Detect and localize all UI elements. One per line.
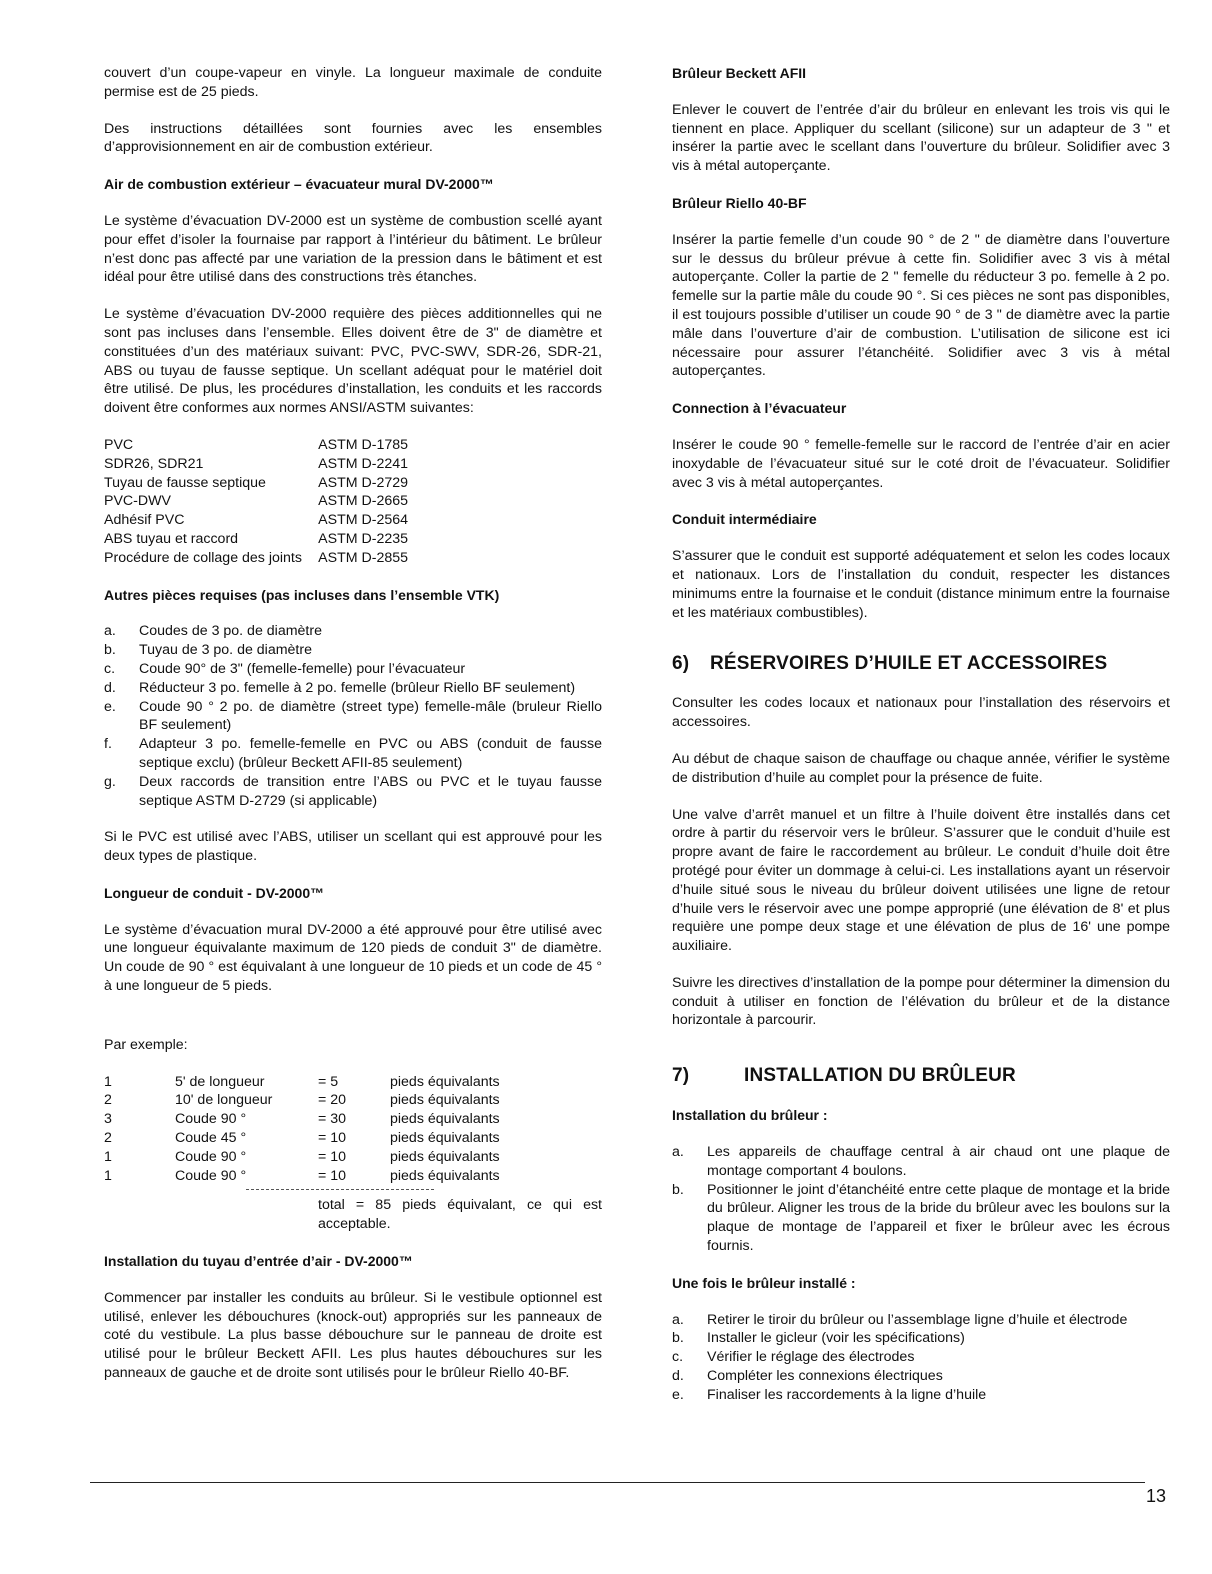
paragraph: Suivre les directives d’installation de la pompe pour déterminer la dimension du conduit à utiliser en fonction de l’élévation du brûleur et de la distance horizontale à parcourir. [672, 974, 1170, 1029]
section-heading: Connection à l’évacuateur [672, 400, 847, 417]
example-label: Par exemple: [104, 1036, 188, 1053]
list-item: b. Positionner le joint d’étanchéité entre cette plaque de montage et la bride du brûleur. Aligner les trous de la bride du brûleur avec les boulons sur la plaque de montage de l’appareil et fixer le brûleur avec les écrous fournis. [672, 1181, 1170, 1255]
example-row: 3 Coude 90 ° = 30 pieds équivalants [104, 1111, 500, 1128]
example-row: 1 5' de longueur = 5 pieds équivalants [104, 1073, 500, 1090]
list-item: b. Tuyau de 3 po. de diamètre [104, 642, 312, 659]
page-number: 13 [1146, 1486, 1167, 1506]
parts-list [104, 622, 602, 810]
list-item: c. Vérifier le réglage des électrodes [672, 1349, 915, 1366]
left-column [104, 64, 602, 1401]
list-item: g. Deux raccords de transition entre l’ABS ou PVC et le tuyau fausse septique ASTM D-2729 (si applicable) [104, 773, 602, 809]
section-heading: Installation du brûleur : [672, 1107, 828, 1124]
install-list [672, 1143, 1170, 1256]
paragraph: Des instructions détaillées sont fournies avec les ensembles d’approvisionnement en air de combustion extérieur. [104, 120, 602, 156]
after-install-list [672, 1311, 1170, 1405]
paragraph: Enlever le couvert de l’entrée d’air du brûleur en enlevant les trois vis qui le tiennent en place. Appliquer du scellant (silicone) sur un adapteur de 3 " et insérer la partie avec le scellant dans l’ouverture du brûleur. Solidifier avec 3 vis à métal autoperçante. [672, 101, 1170, 175]
paragraph: Une valve d’arrêt manuel et un filtre à l’huile doivent être installés dans cet ordre à partir du réservoir vers le brûleur. S’assurer que le conduit d’huile est propre avant de faire le raccordement au brûleur. Le conduit d’huile doit être protégé pour éviter un dommage à celui-ci. Les installations ayant un réservoir d’huile situé sous le niveau du brûleur doivent utilisées une ligne de retour d’huile vers le réservoir avec une pompe approprié (une élévation de 8' et plus requière une pompe deux stage et une élévation de plus de 16' une pompe auxiliaire. [672, 806, 1170, 955]
right-column [672, 64, 1170, 1423]
list-item: d. Réducteur 3 po. femelle à 2 po. femelle (brûleur Riello BF seulement) [104, 679, 576, 696]
standards-row: Tuyau de fausse septique ASTM D-2729 [104, 474, 409, 491]
paragraph: Le système d’évacuation mural DV-2000 a été approuvé pour être utilisé avec une longueur équivalante maximum de 120 pieds de conduit 3" de diamètre. Un coude de 90 ° est équivalant à une longueur de 10 pieds et un code de 45 ° à une longueur de 5 pieds. [104, 921, 602, 995]
standards-table [104, 436, 602, 568]
example-row: 2 10' de longueur = 20 pieds équivalants [104, 1092, 500, 1109]
paragraph: Commencer par installer les conduits au brûleur. Si le vestibule optionnel est utilisé, enlever les débouchures (knock-out) appropriés sur les panneaux de coté du vestibule. La plus basse débouchure sur le panneau de droite est utilisé pour le brûleur Beckett AFII. Les plus hautes débouchures sur les panneaux de gauche et de droite sont utilisés pour le brûleur Riello 40-BF. [104, 1289, 602, 1382]
chapter-heading-6: 6) RÉSERVOIRES D’HUILE ET ACCESSOIRES [672, 653, 1108, 675]
list-item: a. Retirer le tiroir du brûleur ou l’assemblage ligne d’huile et électrode [672, 1311, 1128, 1328]
section-heading: Installation du tuyau d’entrée d’air - DV-2000™ [104, 1253, 413, 1270]
section-heading: Conduit intermédiaire [672, 511, 817, 528]
paragraph: Insérer le coude 90 ° femelle-femelle sur le raccord de l’entrée d’air en acier inoxydable de l’évacuateur situé sur le coté droit de l’évacuateur. Solidifier avec 3 vis à métal autoperçantes. [672, 436, 1170, 491]
standards-row: SDR26, SDR21 ASTM D-2241 [104, 455, 409, 472]
standards-row: Procédure de collage des joints ASTM D-2855 [104, 549, 409, 566]
paragraph: Le système d’évacuation DV-2000 requière des pièces additionnelles qui ne sont pas incluses dans l’ensemble. Elles doivent être de 3" de diamètre et constituées d’un des matériaux suivant: PVC, PVC-SWV, SDR-26, SDR-21, ABS ou tuyau de fausse septique. Un scellant adéquat pour le matériel doit être utilisé. De plus, les procédures d’installation, les conduits et les raccords doivent être conformes aux normes ANSI/ASTM suivantes: [104, 306, 602, 417]
list-item: c. Coude 90° de 3" (femelle-femelle) pour l’évacuateur [104, 660, 466, 677]
footer-rule [90, 1482, 1145, 1483]
example-total: total = 85 pieds équivalant, ce qui est acceptable. [318, 1197, 602, 1233]
example-table [104, 1073, 602, 1186]
section-heading: Air de combustion extérieur – évacuateur mural DV-2000™ [104, 176, 494, 193]
standards-row: PVC ASTM D-1785 [104, 436, 409, 453]
example-row: 1 Coude 90 ° = 10 pieds équivalants [104, 1167, 500, 1184]
section-heading: Longueur de conduit - DV-2000™ [104, 884, 325, 901]
paragraph: Insérer la partie femelle d’un coude 90 ° de 2 " de diamètre dans l’ouverture sur le dessus du brûleur prévue à cette fin. Solidifier avec 3 vis à métal autoperçante. Coller la partie de 2 " femelle du réducteur 3 po. femelle à 2 po. femelle sur la partie mâle du coude 90 °. Si ces pièces ne sont pas disponibles, il est toujours possible d’utiliser un coude 90 ° de 3 " de diamètre avec la partie mâle dans l’ouverture d’air de combustion. L’utilisation de silicone est ici nécessaire pour assurer l’étanchéité. Solidifier avec 3 vis à métal autoperçantes. [672, 231, 1170, 380]
example-row: 2 Coude 45 ° = 10 pieds équivalants [104, 1130, 500, 1147]
section-heading: Une fois le brûleur installé : [672, 1274, 856, 1291]
paragraph: S’assurer que le conduit est supporté adéquatement et selon les codes locaux et nationaux. Lors de l’installation du conduit, respecter les distances minimums entre la fournaise et le conduit (distance minimum entre la fournaise et les matériaux combustibles). [672, 548, 1170, 621]
section-heading: Autres pièces requises (pas incluses dans l’ensemble VTK) [104, 586, 500, 603]
list-item: f. Adapteur 3 po. femelle-femelle en PVC ou ABS (conduit de fausse septique exclu) (brûleur Beckett AFII-85 seulement) [104, 736, 602, 771]
standards-row: PVC-DWV ASTM D-2665 [104, 493, 409, 510]
paragraph: Si le PVC est utilisé avec l’ABS, utiliser un scellant qui est approuvé pour les deux types de plastique. [104, 829, 602, 865]
list-item: a. Les appareils de chauffage central à air chaud ont une plaque de montage comportant 4 boulons. [672, 1144, 1170, 1179]
list-item: b. Installer le gicleur (voir les spécifications) [672, 1330, 965, 1347]
list-item: a. Coudes de 3 po. de diamètre [104, 623, 322, 640]
chapter-heading-7: 7) INSTALLATION DU BRÛLEUR [672, 1065, 1016, 1087]
paragraph: Le système d’évacuation DV-2000 est un système de combustion scellé ayant pour effet d’isoler la fournaise par rapport à l’intérieur du bâtiment. Le brûleur n’est donc pas affecté par une variation de la pression dans le bâtiment et est idéal pour être utilisé dans des constructions très étanches. [104, 212, 602, 286]
standards-row: ABS tuyau et raccord ASTM D-2235 [104, 530, 409, 547]
list-item: e. Finaliser les raccordements à la ligne d’huile [672, 1386, 987, 1403]
list-item: e. Coude 90 ° 2 po. de diamètre (street type) femelle-mâle (bruleur Riello BF seulement) [104, 698, 602, 734]
example-divider [246, 1189, 434, 1190]
standards-row: Adhésif PVC ASTM D-2564 [104, 512, 409, 529]
paragraph: couvert d’un coupe-vapeur en vinyle. La longueur maximale de conduite permise est de 25 pieds. [104, 65, 602, 100]
section-heading: Brûleur Riello 40-BF [672, 194, 807, 211]
paragraph: Consulter les codes locaux et nationaux pour l’installation des réservoirs et accessoires. [672, 695, 1170, 731]
paragraph: Au début de chaque saison de chauffage ou chaque année, vérifier le système de distribution d’huile au complet pour la présence de fuite. [672, 750, 1170, 786]
section-heading: Brûleur Beckett AFII [672, 65, 807, 81]
list-item: d. Compléter les connexions électriques [672, 1368, 943, 1385]
example-row: 1 Coude 90 ° = 10 pieds équivalants [104, 1148, 500, 1165]
